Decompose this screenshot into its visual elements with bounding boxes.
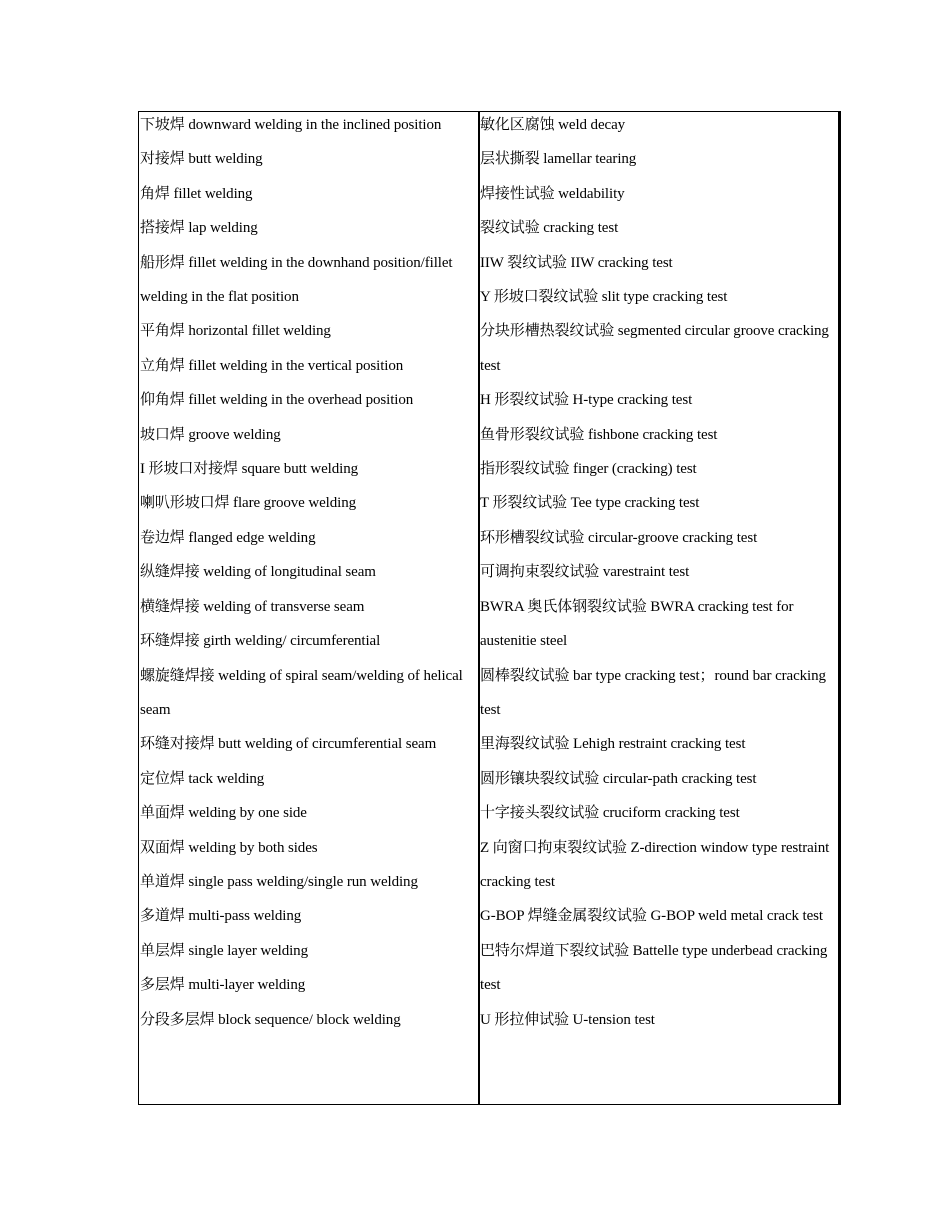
right-term-list — [480, 108, 838, 1037]
list-item: 环形槽裂纹试验 circular-groove cracking test — [480, 529, 758, 546]
list-item: 分段多层焊 block sequence/ block welding — [140, 1011, 401, 1028]
list-item: 可调拘束裂纹试验 varestraint test — [480, 564, 690, 581]
list-item: 平角焊 horizontal fillet welding — [140, 323, 331, 340]
list-item: U 形拉伸试验 U-tension test — [480, 1011, 655, 1028]
list-item: 鱼骨形裂纹试验 fishbone cracking test — [480, 426, 718, 443]
list-item: G-BOP 焊缝金属裂纹试验 G-BOP weld metal crack test — [480, 908, 823, 925]
list-item: 下坡焊 downward welding in the inclined position — [140, 117, 442, 133]
list-item: 多层焊 multi-layer welding — [140, 977, 306, 994]
list-item: Y 形坡口裂纹试验 slit type cracking test — [480, 289, 728, 306]
list-item: 单层焊 single layer welding — [140, 942, 308, 959]
list-item: 喇叭形坡口焊 flare groove welding — [140, 495, 357, 512]
list-item: 双面焊 welding by both sides — [140, 839, 318, 856]
list-item: 层状撕裂 lamellar tearing — [480, 151, 637, 168]
list-item: Z 向窗口拘束裂纹试验 Z-direction window type restraint cracking test — [480, 839, 830, 890]
list-item: 焊接性试验 weldability — [480, 185, 625, 202]
glossary-table — [138, 111, 841, 1105]
list-item: 敏化区腐蚀 weld decay — [480, 117, 626, 133]
list-item: 环缝对接焊 butt welding of circumferential seam — [140, 736, 437, 753]
list-item: 角焊 fillet welding — [140, 185, 253, 202]
list-item: T 形裂纹试验 Tee type cracking test — [480, 495, 700, 512]
list-item: I 形坡口对接焊 square butt welding — [140, 461, 359, 478]
list-item: 船形焊 fillet welding in the downhand position/fillet welding in the flat position — [140, 254, 453, 306]
right-column — [480, 112, 838, 1104]
list-item: BWRA 奥氏体钢裂纹试验 BWRA cracking test for austenitie steel — [480, 598, 794, 650]
list-item: 对接焊 butt welding — [140, 151, 263, 168]
list-item: 分块形槽热裂纹试验 segmented circular groove cracking test — [480, 323, 829, 374]
list-item: 搭接焊 lap welding — [140, 220, 258, 237]
list-item: IIW 裂纹试验 IIW cracking test — [480, 254, 673, 271]
list-item: 多道焊 multi-pass welding — [140, 908, 302, 925]
list-item: H 形裂纹试验 H-type cracking test — [480, 392, 693, 409]
list-item: 单面焊 welding by one side — [140, 805, 307, 822]
list-item: 定位焊 tack welding — [140, 770, 265, 787]
list-item: 指形裂纹试验 finger (cracking) test — [480, 461, 697, 478]
left-column — [139, 112, 480, 1104]
list-item: 纵缝焊接 welding of longitudinal seam — [140, 564, 376, 581]
list-item: 巴特尔焊道下裂纹试验 Battelle type underbead cracking test — [480, 942, 828, 994]
list-item: 环缝焊接 girth welding/ circumferential — [140, 633, 381, 650]
list-item: 圆棒裂纹试验 bar type cracking test；round bar cracking test — [480, 667, 826, 718]
list-item: 卷边焊 flanged edge welding — [140, 529, 316, 546]
list-item: 里海裂纹试验 Lehigh restraint cracking test — [480, 736, 746, 753]
list-item: 单道焊 single pass welding/single run welding — [140, 873, 418, 890]
list-item: 坡口焊 groove welding — [140, 426, 281, 443]
list-item: 立角焊 fillet welding in the vertical position — [140, 357, 404, 374]
list-item: 仰角焊 fillet welding in the overhead position — [140, 392, 414, 409]
list-item: 十字接头裂纹试验 cruciform cracking test — [480, 805, 740, 822]
list-item: 螺旋缝焊接 welding of spiral seam/welding of helical seam — [140, 667, 463, 718]
left-term-list — [139, 108, 478, 1037]
list-item: 横缝焊接 welding of transverse seam — [140, 598, 365, 615]
list-item: 裂纹试验 cracking test — [480, 220, 619, 237]
list-item: 圆形镶块裂纹试验 circular-path cracking test — [480, 770, 757, 787]
